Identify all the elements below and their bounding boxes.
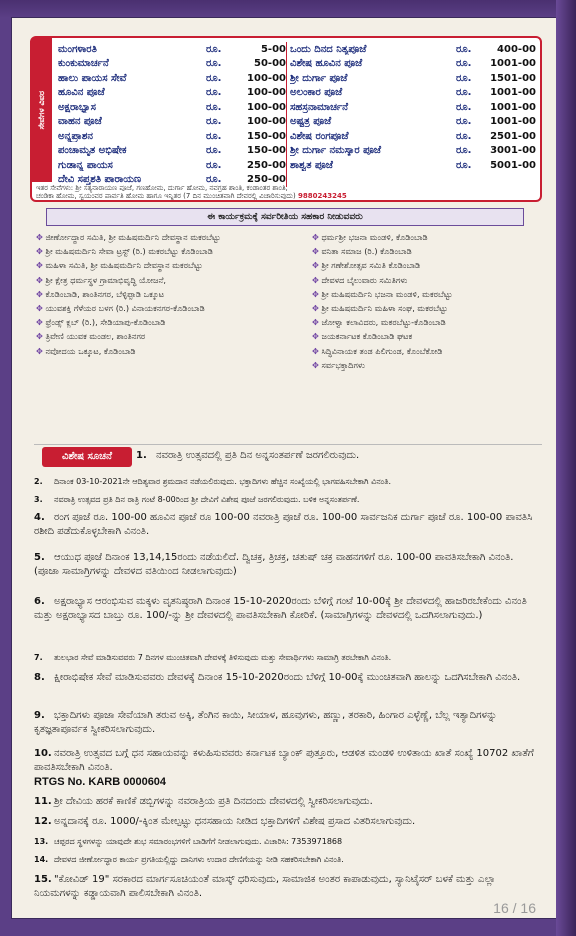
notice-item — [34, 475, 540, 489]
notice-text: ನವರಾತ್ರಿ ಉತ್ಸವದಲ್ಲಿ ಪ್ರತಿ ದಿನ ಅನ್ನಸಂತರ್ಪಣೆ ಜರಗಲಿರುವುದು. — [156, 450, 360, 461]
rates-right-column — [290, 42, 536, 173]
sponsor-item: ✥ ಫ್ರೆಂಡ್ಸ್ ಕ್ಲಬ್ (ರಿ.), ಸೇಡಿಯಾಪು-ಕೊಡಿಂಬಾಡಿ — [36, 315, 298, 329]
rate-name: ಪಂಚಾಮೃತ ಅಭಿಷೇಕ — [58, 145, 127, 157]
notice-number: 5. — [34, 552, 45, 563]
notice-number: 1. — [136, 450, 147, 461]
rate-row — [290, 42, 536, 57]
top-frame — [0, 0, 576, 18]
notice-number: 4. — [34, 512, 45, 523]
document-page — [12, 18, 556, 918]
notice-number: 15. — [34, 874, 52, 885]
sponsor-item: ✥ ಶ್ರೀ ಗಣೇಶೋತ್ಸವ ಸಮಿತಿ ಕೊಡಿಂಬಾಡಿ — [312, 258, 540, 272]
rate-currency: ರೂ. — [206, 174, 222, 186]
rates-note-phone: 9880243245 — [298, 192, 347, 200]
rate-amount: 250-00 — [247, 159, 286, 171]
rate-currency: ರೂ. — [206, 116, 222, 128]
rate-currency: ರೂ. — [456, 116, 472, 128]
rate-currency: ರೂ. — [456, 87, 472, 99]
sponsor-item: ✥ ಶ್ರೀ ಮಹಿಷಮರ್ದಿನಿ ಭಜನಾ ಮಂಡಳಿ, ಮಕರಬೆಟ್ಟು — [312, 287, 540, 301]
sponsor-item: ✥ ಶ್ರೀ ಕ್ಷೇತ್ರ ಧರ್ಮಸ್ಥಳ ಗ್ರಾಮಾಭಿವೃದ್ಧಿ ಯೋಜನೆ, — [36, 273, 298, 287]
notice-number: 3. — [34, 495, 43, 504]
rate-amount: 5001-00 — [490, 159, 536, 171]
notice-text: ಕ್ಷೀರಾಭಿಷೇಕ ಸೇವೆ ಮಾಡಿಸುವವರು ದೇವಳಕ್ಕೆ ದಿನಾಂಕ 15-10-2020ರಂದು ಬೆಳಿಗ್ಗೆ 10-00ಕ್ಕೆ ಮುಂಚಿತವಾಗಿ ಹಾಲನ್ನು ಒದಗಿಸಬೇಕಾಗಿ ವಿನಂತಿ. — [54, 672, 521, 683]
rates-side-label — [32, 38, 52, 182]
rate-amount: 1001-00 — [490, 58, 536, 70]
rate-row — [290, 115, 536, 130]
rate-amount: 1501-00 — [490, 72, 536, 84]
notice-item — [34, 511, 540, 539]
notice-number: 10. — [34, 748, 52, 759]
notice-number: 8. — [34, 672, 45, 683]
sponsor-item: ✥ ಜೀರ್ಣೋದ್ಧಾರ ಸಮಿತಿ, ಶ್ರೀ ಮಹಿಷಮರ್ದಿನಿ ದೇವಸ್ಥಾನ ಮಕರಬೆಟ್ಟು — [36, 230, 298, 244]
sponsor-item: ✥ ಸಿದ್ಧಿವಿನಾಯಕ ತಂಡ ಪಿಲಿಗುಂಡ, ಕೊಂಬೆಕೋಡಿ — [312, 344, 540, 358]
rate-row — [290, 71, 536, 86]
rates-left-column — [58, 42, 287, 187]
sponsor-item: ✥ ಜಯಕರ್ನಾಟಕ ಕೊಡಿಂಬಾಡಿ ಘಟಕ — [312, 329, 540, 343]
sponsor-heading: ಈ ಕಾರ್ಯಕ್ರಮಕ್ಕೆ ಸರ್ವರೀತಿಯ ಸಹಕಾರ ನೀಡುವವರು — [46, 208, 524, 226]
sponsor-right-list — [312, 230, 540, 372]
rate-name: ಸಹಸ್ರನಾಮಾರ್ಚನೆ — [290, 101, 349, 113]
sponsor-item: ✥ ವನಿತಾ ಸಮಾಜ (ರಿ.) ಕೊಡಿಂಬಾಡಿ — [312, 244, 540, 258]
rate-name: ಶ್ರೀ ದುರ್ಗಾ ನಮಸ್ಕಾರ ಪೂಜೆ — [290, 145, 382, 157]
rate-name: ದೇವಿ ಸಪ್ತಶತಿ ಪಾರಾಯಣ — [58, 174, 142, 186]
sponsor-item: ✥ ನವೋದಯ ಒಕ್ಕೂಟ, ಕೊಡಿಂಬಾಡಿ — [36, 344, 298, 358]
rtgs-number: RTGS No. KARB 0000604 — [34, 776, 167, 788]
rate-amount: 5-00 — [260, 43, 286, 55]
notice-item — [136, 449, 540, 463]
rate-row — [58, 100, 286, 115]
rate-currency: ರೂ. — [456, 58, 472, 70]
rate-name: ಶ್ರೀ ದುರ್ಗಾ ಪೂಜೆ — [290, 72, 348, 84]
rate-name: ಹಾಲು ಪಾಯಸ ಸೇವೆ — [58, 72, 127, 84]
rate-currency: ರೂ. — [206, 43, 222, 55]
rate-row — [290, 100, 536, 115]
rate-row — [58, 115, 286, 130]
rate-name: ಅಷ್ಟತ್ರ ಪೂಜೆ — [290, 116, 332, 128]
rate-amount: 150-00 — [247, 130, 286, 142]
rate-currency: ರೂ. — [206, 145, 222, 157]
rate-amount: 100-00 — [247, 116, 286, 128]
sponsor-item: ✥ ಕೊಡಿಂಬಾಡಿ, ಶಾಂತಿನಗರ, ಬೆಳ್ಳಿಪ್ಪಾಡಿ ಒಕ್ಕೂಟ — [36, 287, 298, 301]
rate-amount: 3001-00 — [490, 145, 536, 157]
notice-number: 12. — [34, 816, 52, 827]
rates-note-line2 — [36, 192, 536, 200]
notice-item — [34, 595, 540, 623]
notice-text: ಭಕ್ತಾದಿಗಳು ಪೂಜಾ ಸೇವೆಯಾಗಿ ತರುವ ಅಕ್ಕಿ, ತೆಂಗಿನ ಕಾಯಿ, ಸೀಯಾಳ, ಹೂವುಗಳು, ಹಣ್ಣು, ತರಕಾರಿ, ಹಿಂಗಾರ ಎಳ್ಳೆಣ್ಣೆ, ಬೆಲ್ಲ ಇತ್ಯಾದಿಗಳನ್ನು ಕೃತಜ್ಞತಾಪೂರ್ವಕ ಸ್ವೀಕರಿಸಲಾಗುವುದು. — [34, 710, 498, 735]
sponsor-item: ✥ ದೇವಳದ ಬೈಲುವಾರು ಸಮಿತಿಗಳು — [312, 273, 540, 287]
rate-row — [290, 129, 536, 144]
rate-currency: ರೂ. — [206, 130, 222, 142]
notice-section — [34, 444, 542, 915]
rate-name: ವಾಹನ ಪೂಜೆ — [58, 116, 102, 128]
rate-name: ಶಾಶ್ವತ ಪೂಜೆ — [290, 159, 333, 171]
rate-amount: 100-00 — [247, 87, 286, 99]
rate-row — [58, 42, 286, 57]
notice-item — [34, 671, 540, 685]
rate-row — [58, 129, 286, 144]
notice-item — [34, 815, 540, 829]
rate-name: ಮಂಗಳಾರತಿ — [58, 43, 97, 55]
notice-text: ಶ್ರೀ ದೇವಿಯ ಹರಕೆ ಕಾಣಿಕೆ ಡಬ್ಬಿಗಳನ್ನು ನವರಾತ್ರಿಯ ಪ್ರತಿ ದಿನದಂದು ದೇವಳದಲ್ಲಿ ಸ್ವೀಕರಿಸಲಾಗುವುದು. — [54, 796, 373, 807]
notice-text: ನವರಾತ್ರಿ ಉತ್ಸವದ ಬಗ್ಗೆ ಧನ ಸಹಾಯವನ್ನು ಕಳುಹಿಸುವವರು ಕರ್ನಾಟಕ ಬ್ಯಾಂಕ್ ಪುತ್ತೂರು, ಆಡಳಿತ ಮಂಡಳಿ ಉಳಿತಾಯ ಖಾತೆ ಸಂಖ್ಯೆ 10702 ಖಾತೆಗೆ ಪಾವತಿಸಬೇಕಾಗಿ ವಿನಂತಿ. — [34, 748, 534, 773]
rate-currency: ರೂ. — [206, 159, 222, 171]
rate-amount: 2501-00 — [490, 130, 536, 142]
rate-currency: ರೂ. — [456, 159, 472, 171]
rate-currency: ರೂ. — [456, 72, 472, 84]
rates-side-text: ಸೇವೆಗಳ ವಿವರ — [37, 90, 46, 130]
rate-amount: 50-00 — [254, 58, 286, 70]
rate-name: ಕುಂಕುಮಾರ್ಚನೆ — [58, 58, 109, 70]
rate-row — [290, 86, 536, 101]
notice-text: ದಿನಾಂಕ 03-10-2021ನೇ ಆದಿತ್ಯವಾರ ಶ್ರಮದಾನ ನಡೆಯಲಿರುವುದು. ಭಕ್ತಾದಿಗಳು ಹೆಚ್ಚಿನ ಸಂಖ್ಯೆಯಲ್ಲಿ ಭಾಗವಹಿಸಬೇಕಾಗಿ ವಿನಂತಿ. — [54, 477, 392, 486]
rate-amount: 150-00 — [247, 145, 286, 157]
sponsor-item: ✥ ಶ್ರೀ ಮಹಿಷಮರ್ದಿನಿ ಮಹಿಳಾ ಸಂಘ, ಮಕರಬೆಟ್ಟು — [312, 301, 540, 315]
rate-amount: 100-00 — [247, 72, 286, 84]
notice-text: ಆಯುಧ ಪೂಜೆ ದಿನಾಂಕ 13,14,15ರಂದು ನಡೆಯಲಿದೆ. ದ್ವಿಚಕ್ರ, ತ್ರಿಚಕ್ರ, ಚತುಷ್ ಚಕ್ರ ವಾಹನಗಳಿಗೆ ರೂ. 100-00 ಪಾವತಿಸಬೇಕಾಗಿ ವಿನಂತಿ. (ಪೂಜಾ ಸಾಮಾಗ್ರಿಗಳನ್ನು ದೇವಳದ ವತಿಯಿಂದ ನೀಡಲಾಗುವುದು) — [34, 552, 514, 577]
sponsor-left-list — [36, 230, 298, 358]
rate-currency: ರೂ. — [206, 72, 222, 84]
notice-item — [34, 551, 540, 579]
rate-row — [58, 86, 286, 101]
rate-amount: 250-00 — [247, 174, 286, 186]
rate-currency: ರೂ. — [456, 130, 472, 142]
rate-amount: 100-00 — [247, 101, 286, 113]
rate-row — [290, 158, 536, 173]
notice-number: 14. — [34, 855, 49, 864]
notice-number: 9. — [34, 710, 45, 721]
rate-name: ವಿಶೇಷ ಹೂವಿನ ಪೂಜೆ — [290, 58, 363, 70]
notice-number: 13. — [34, 837, 49, 846]
sponsor-item: ✥ ಯುವಶಕ್ತಿ ಗೆಳೆಯರ ಬಳಗ (ರಿ.) ವಿನಾಯಕನಗರ-ಕೊಡಿಂಬಾಡಿ — [36, 301, 298, 315]
sponsor-item: ✥ ಸರ್ವಭಕ್ತಾದಿಗಳು — [312, 358, 540, 372]
rate-amount: 1001-00 — [490, 116, 536, 128]
notice-text: ದೇವಳದ ಜೀರ್ಣೋದ್ಧಾರ ಕಾರ್ಯ ಪ್ರಗತಿಯಲ್ಲಿದ್ದು ದಾನಿಗಳು ಉದಾರ ದೇಣಿಗೆಯನ್ನು ನೀಡಿ ಸಹಕರಿಸಬೇಕಾಗಿ ವಿನಂತಿ. — [54, 855, 344, 864]
notice-text: ನವರಾತ್ರಿ ಉತ್ಸವದ ಪ್ರತಿ ದಿನ ರಾತ್ರಿ ಗಂಟೆ 8-00ರಿಂದ ಶ್ರೀ ದೇವಿಗೆ ವಿಶೇಷ ಪೂಜೆ ಜರಗಲಿರುವುದು. ಬಳಿಕ ಅನ್ನಸಂತರ್ಪಣೆ. — [54, 495, 360, 504]
rate-currency: ರೂ. — [456, 43, 472, 55]
rate-amount: 1001-00 — [490, 101, 536, 113]
rate-name: ಹೂವಿನ ಪೂಜೆ — [58, 87, 105, 99]
notice-text: "ಕೋವಿಡ್ 19" ಸರಕಾರದ ಮಾರ್ಗಸೂಚಿಯಂತೆ ಮಾಸ್ಕ್ ಧರಿಸುವುದು, ಸಾಮಾಜಿಕ ಅಂತರ ಕಾಪಾಡುವುದು, ಸ್ಯಾನಿಟೈಸರ್ ಬಳಕೆ ಮತ್ತು ಎಲ್ಲಾ ನಿಯಮಗಳನ್ನು ಕಡ್ಡಾಯವಾಗಿ ಪಾಲಿಸಬೇಕಾಗಿ ವಿನಂತಿ. — [34, 874, 496, 899]
rate-row — [290, 144, 536, 159]
rate-currency: ರೂ. — [206, 58, 222, 70]
rate-row — [58, 158, 286, 173]
notice-text: ಅಕ್ಷರಾಭ್ಯಾಸ ಆರಂಭಿಸುವ ಮಕ್ಕಳು ವೃತನಿಷ್ಠರಾಗಿ ದಿನಾಂಕ 15-10-2020ರಂದು ಬೆಳಿಗ್ಗೆ ಗಂಟೆ 10-00ಕ್ಕೆ ಶ್ರೀ ದೇವಳದಲ್ಲಿ ಹಾಜರಿರಬೇಕೆಂದು ವಿನಂತಿ ಮತ್ತು ಅಕ್ಷರಾಭ್ಯಾಸದ ಬಾಬ್ತು ರೂ. 100/-ನ್ನು ಶ್ರೀ ದೇವಳದಲ್ಲಿ ಪಾವತಿಸಬೇಕಾಗಿ ಕೋರಿಕೆ. (ಸಾಮಾಗ್ರಿಗಳನ್ನು ದೇವಳದಲ್ಲಿ ಒದಗಿಸಲಾಗುವುದು.) — [34, 596, 527, 621]
notice-item — [34, 493, 540, 507]
rate-row — [58, 144, 286, 159]
sponsor-item: ✥ ಮಹಿಳಾ ಸಮಿತಿ, ಶ್ರೀ ಮಹಿಷಮರ್ದಿನಿ ದೇವಸ್ಥಾನ ಮಕರಬೆಟ್ಟು — [36, 258, 298, 272]
rate-amount: 400-00 — [497, 43, 536, 55]
notice-item — [34, 835, 540, 849]
rate-amount: 1001-00 — [490, 87, 536, 99]
notice-number: 6. — [34, 596, 45, 607]
notice-item — [34, 795, 540, 809]
notice-number: 7. — [34, 653, 43, 662]
notice-number: 2. — [34, 477, 43, 486]
notice-item — [34, 873, 540, 901]
rate-name: ಗುಡಾನ್ನ ಪಾಯಸ — [58, 159, 113, 171]
rate-currency: ರೂ. — [206, 87, 222, 99]
rate-row — [58, 71, 286, 86]
notice-item — [34, 709, 540, 737]
sponsor-item: ✥ ಶ್ರೀ ಮಹಿಷಮರ್ದಿನಿ ಸೇವಾ ಟ್ರಸ್ಟ್ (ರಿ.) ಮಕರಬೆಟ್ಟು ಕೊಡಿಂಬಾಡಿ — [36, 244, 298, 258]
sponsor-item: ✥ ಜೋಳ್ವಾ ಕಲಾವಿದರು, ಮಕರಬೆಟ್ಟು-ಕೊಡಿಂಬಾಡಿ — [312, 315, 540, 329]
notice-title: ವಿಶೇಷ ಸೂಚನೆ — [42, 447, 132, 467]
sponsor-item: ✥ ತ್ರಿವೇಣಿ ಯುವಕ ಮಂಡಲ, ಶಾಂತಿನಗರ — [36, 329, 298, 343]
rate-name: ಒಂದು ದಿನದ ನಿತ್ಯಪೂಜೆ — [290, 43, 367, 55]
notice-text: ರಂಗ ಪೂಜೆ ರೂ. 100-00 ಹೂವಿನ ಪೂಜೆ ರೂ 100-00 ನವರಾತ್ರಿ ಪೂಜೆ ರೂ. 100-00 ಸಾರ್ವಜನಿಕ ದುರ್ಗಾ ಪೂಜೆ ರೂ. 100-00 ಪಾವತಿಸಿ ರಶೀದಿ ಪಡೆದುಕೊಳ್ಳಬೇಕಾಗಿ ವಿನಂತಿ. — [34, 512, 533, 537]
right-frame — [556, 0, 576, 936]
rates-note — [36, 184, 536, 200]
notice-item — [34, 747, 540, 790]
rate-name: ಅಲಂಕಾರ ಪೂಜೆ — [290, 87, 343, 99]
rate-row — [290, 57, 536, 72]
rate-name: ವಿಶೇಷ ರಂಗಪೂಜೆ — [290, 130, 349, 142]
notice-text: ಚಪ್ಪರದ ಸ್ಥಳಗಳನ್ನು ಯಾವುದೇ ಶುಭ ಸಮಾರಂಭಗಳಿಗೆ ಬಾಡಿಗೆಗೆ ನೀಡಲಾಗುವುದು. ವಿಚಾರಿಸಿ: 7353971868 — [54, 837, 343, 846]
notice-text: ಅನ್ನದಾನಕ್ಕೆ ರೂ. 1000/-ಕ್ಕಿಂತ ಮೇಲ್ಪಟ್ಟು ಧನಸಹಾಯ ನೀಡಿದ ಭಕ್ತಾದಿಗಳಿಗೆ ವಿಶೇಷ ಪ್ರಸಾದ ವಿತರಿಸಲಾಗುವುದು. — [54, 816, 416, 827]
rate-name: ಅನ್ನಪ್ರಾಶನ — [58, 130, 93, 142]
notice-item — [34, 651, 540, 665]
rate-currency: ರೂ. — [456, 101, 472, 113]
rates-panel — [30, 36, 542, 202]
notice-number: 11. — [34, 796, 52, 807]
notice-item — [34, 853, 540, 867]
rate-currency: ರೂ. — [206, 101, 222, 113]
rate-currency: ರೂ. — [456, 145, 472, 157]
sponsor-item: ✥ ಧರ್ಮಶ್ರೀ ಭಜನಾ ಮಂಡಳಿ, ಕೊಡಿಂಬಾಡಿ — [312, 230, 540, 244]
rates-note-line2-text: ಚಂಡಿಕಾ ಹೋಮ, ಸ್ವಯಂವರ ಪಾರ್ವತಿ ಹೋಮ ಹಾಗೂ ಇನ್ನಿತರ (7 ದಿನ ಮುಂಚಿತವಾಗಿ ದೇವರಲ್ಲಿ ವಿಚಾರಿಸುವುದು) — [36, 192, 296, 200]
rate-name: ಅಕ್ಷರಾಭ್ಯಾಸ — [58, 101, 96, 113]
rates-note-line1: ಇತರ ಸೇವೆಗಳು: ಶ್ರೀ ಸತ್ಯನಾರಾಯಣ ಪೂಜೆ, ಗಣಹೋಮ, ದುರ್ಗಾ ಹೋಮ, ನವಗ್ರಹ ಶಾಂತಿ, ಕಂಡಾಂತರ ಶಾಂತಿ, — [36, 184, 288, 192]
rate-row — [58, 57, 286, 72]
notice-text: ತುಲಭಾರ ಸೇವೆ ಮಾಡಿಸುವವರು 7 ದಿನಗಳ ಮುಂಚಿತವಾಗಿ ದೇವಳಕ್ಕೆ ತಿಳಿಸುವುದು ಮತ್ತು ಸೇವಾರ್ಥಿಗಳು ಸಾಮಾಗ್ರಿ ತರಬೇಕಾಗಿ ವಿನಂತಿ. — [54, 653, 392, 662]
page-number: 16 / 16 — [493, 900, 536, 916]
